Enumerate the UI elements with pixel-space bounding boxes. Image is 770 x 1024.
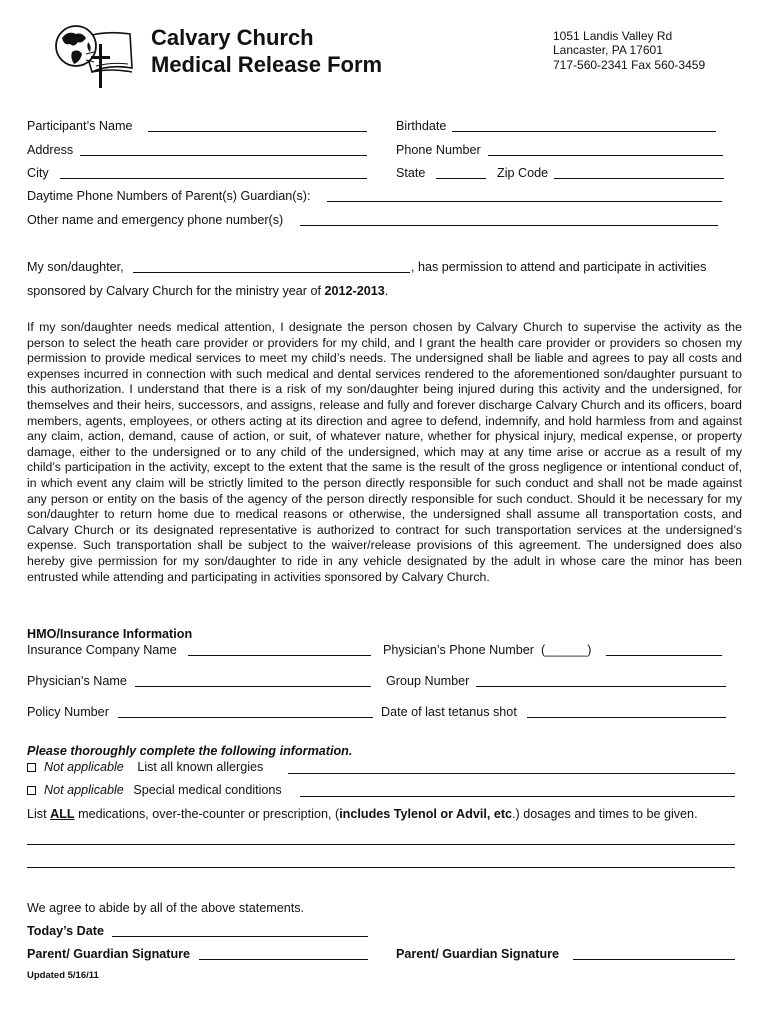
zip-code-label: Zip Code: [497, 166, 549, 180]
allergies-row: [27, 760, 263, 775]
physician-name-field[interactable]: [135, 686, 371, 687]
policy-number-label: Policy Number: [27, 705, 109, 719]
other-name-label: Other name and emergency phone number(s): [27, 213, 284, 227]
church-name: Calvary Church: [151, 25, 314, 50]
group-number-label: Group Number: [386, 674, 470, 688]
conditions-field[interactable]: [300, 796, 735, 797]
todays-date-label: Today’s Date: [27, 924, 104, 938]
waiver-paragraph: If my son/daughter needs medical attention, I designate the person chosen by Calvary Church to supervise the activity as the person to select the heath care provider or providers for my child, and I grant the health care provider or providers so chosen my permission to provide medical services to meet my child’s needs. The undersigned shall be liable and agrees to pay all costs and expenses incurred in connection with such medical and dental services rendered to the aforementioned son/daughter pursuant to this authorization. I understand that there is a risk of my son/daughter being injured during this activity and the undersigned, for themselves and their heirs, successors, and assigns, release and fully and forever discharge Calvary Church and its officers, board members, agents, employees, or others acting at its direction and agree to defend, indemnify, and hold harmless from and against any claim, action, demand, cause of action, or suit, of whatever nature, whether for physical injury, medical expense, or property damage, either to the undersigned or to any child of the undersigned, which may at any time arise or accrue as a result of my child’s participation in the activity, except to the extent that the same is the result of the gross negligence or intentional conduct of, in which event any claim will be strictly limited to the person directly responsible for such conduct and shall not be made against any person or entity on the basis of the agency of the person directly responsible for such conduct. Should it be necessary for my son/daughter to return home due to medical reasons or otherwise, the undersigned shall assume all transportation costs, and Calvary Church or its designated representative is authorized to contract for such transportation services at the undersigned’s expense. Such transportation shall be subject to the waiver/release provisions of this agreement. The undersigned does also hereby give permission for my son/daughter to ride in any vehicle designated by the adult in whose care the minor has been entrusted while attending and participating in activities sponsored by Calvary Church.: [27, 320, 742, 584]
zip-code-field[interactable]: [554, 178, 724, 179]
birthdate-label: Birthdate: [396, 119, 447, 133]
medications-field-line-1[interactable]: [27, 844, 735, 845]
physician-phone-field[interactable]: [606, 655, 722, 656]
state-field[interactable]: [436, 178, 486, 179]
permission-prefix: My son/daughter,: [27, 260, 124, 274]
physician-name-label: Physician’s Name: [27, 674, 127, 688]
allergies-label: List all known allergies: [137, 760, 264, 774]
group-number-field[interactable]: [476, 686, 726, 687]
todays-date-field[interactable]: [112, 936, 368, 937]
city-label: City: [27, 166, 49, 180]
medical-instruction: Please thoroughly complete the following information.: [27, 744, 353, 758]
globe-bible-logo-icon: [52, 18, 136, 90]
allergies-field[interactable]: [288, 773, 735, 774]
parent-signature-1-field[interactable]: [199, 959, 368, 960]
medications-field-line-2[interactable]: [27, 867, 735, 868]
conditions-not-applicable-checkbox[interactable]: [27, 786, 36, 795]
form-title: Medical Release Form: [151, 52, 383, 77]
meds-bold: includes Tylenol or Advil, etc: [339, 807, 513, 821]
medications-instruction: [27, 807, 698, 822]
physician-phone-text: Physician’s Phone Number: [383, 643, 534, 657]
insurance-heading: HMO/Insurance Information: [27, 627, 193, 641]
meds-text-1: medications, over-the-counter or prescription, (: [78, 807, 340, 821]
tetanus-date-label: Date of last tetanus shot: [381, 705, 517, 719]
allergies-not-applicable-label: Not applicable: [44, 760, 124, 774]
allergies-not-applicable-checkbox[interactable]: [27, 763, 36, 772]
ministry-year: 2012-2013: [324, 284, 385, 298]
parent-signature-1-label: Parent/ Guardian Signature: [27, 947, 191, 961]
son-daughter-name-field[interactable]: [133, 272, 410, 273]
conditions-label: Special medical conditions: [133, 783, 282, 797]
physician-phone-area[interactable]: (______): [540, 643, 592, 657]
insurance-company-label: Insurance Company Name: [27, 643, 177, 657]
church-phone: 717-560-2341 Fax 560-3459: [553, 58, 706, 72]
meds-all: ALL: [50, 807, 75, 821]
meds-text-2: .) dosages and times to be given.: [512, 807, 698, 821]
daytime-phones-label: Daytime Phone Numbers of Parent(s) Guardian(s):: [27, 189, 311, 203]
address-label: Address: [27, 143, 74, 157]
parent-signature-2-field[interactable]: [573, 959, 735, 960]
address-line-1: 1051 Landis Valley Rd: [553, 29, 673, 43]
other-name-field[interactable]: [300, 225, 718, 226]
updated-date: Updated 5/16/11: [27, 970, 99, 981]
daytime-phones-field[interactable]: [327, 201, 722, 202]
phone-number-field[interactable]: [488, 155, 723, 156]
phone-number-label: Phone Number: [396, 143, 481, 157]
state-label: State: [396, 166, 426, 180]
city-field[interactable]: [60, 178, 367, 179]
participant-name-label: Participant’s Name: [27, 119, 133, 133]
physician-phone-label: [383, 643, 591, 658]
ministry-year-line: [27, 284, 388, 299]
policy-number-field[interactable]: [118, 717, 373, 718]
address-line-2: Lancaster, PA 17601: [553, 43, 663, 57]
meds-list: List: [27, 807, 47, 821]
birthdate-field[interactable]: [452, 131, 716, 132]
conditions-row: [27, 783, 282, 798]
permission-suffix: , has permission to attend and participate in activities: [411, 260, 707, 274]
ministry-year-prefix: sponsored by Calvary Church for the ministry year of: [27, 284, 321, 298]
address-field[interactable]: [80, 155, 367, 156]
conditions-not-applicable-label: Not applicable: [44, 783, 124, 797]
agreement-statement: We agree to abide by all of the above statements.: [27, 901, 305, 915]
ministry-year-suffix: .: [384, 284, 389, 298]
insurance-company-field[interactable]: [188, 655, 371, 656]
participant-name-field[interactable]: [148, 131, 367, 132]
tetanus-date-field[interactable]: [527, 717, 726, 718]
church-logo: [52, 18, 136, 90]
parent-signature-2-label: Parent/ Guardian Signature: [396, 947, 560, 961]
